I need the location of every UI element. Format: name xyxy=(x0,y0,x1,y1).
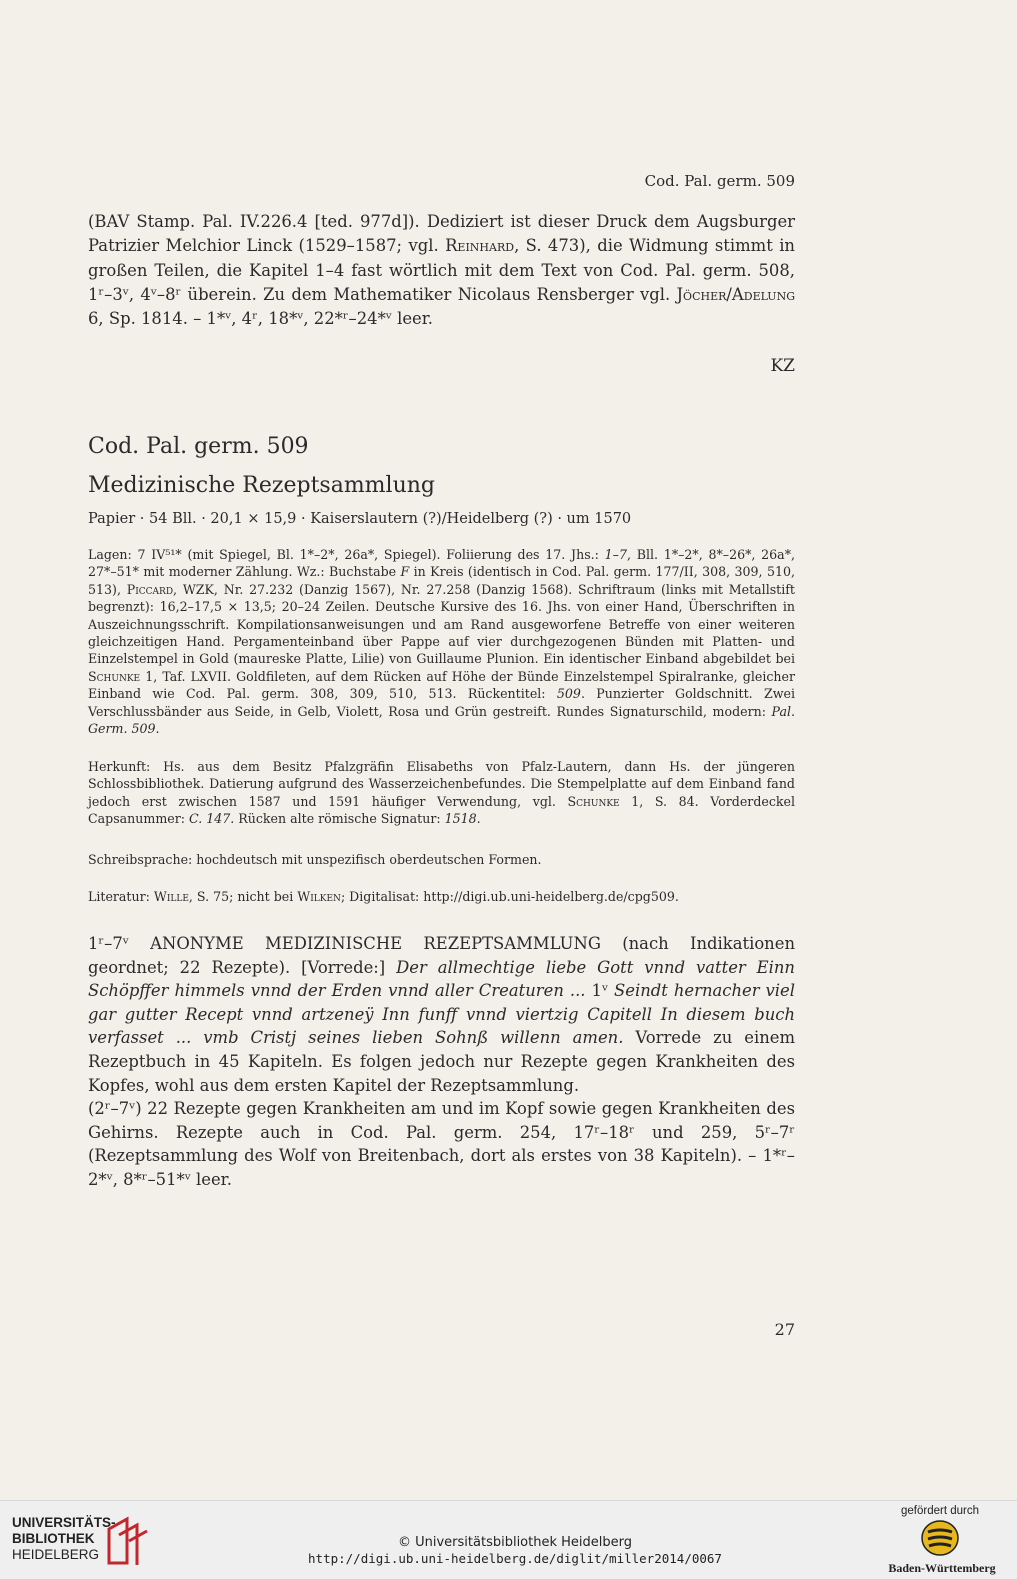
citation-joecher-adelung: Jöcher/Adelung xyxy=(676,284,795,304)
author-initials: KZ xyxy=(770,356,795,376)
copyright-notice: © Universitätsbibliothek Heidelberg xyxy=(397,1535,632,1550)
state-crest-icon[interactable] xyxy=(920,1519,960,1557)
content-paragraph-2: (2ʳ–7ᵛ) 22 Rezepte gegen Krankheiten am und im Kopf sowie gegen Krankheiten des Gehirns. Rezepte auch in Cod. Pal. germ. 254, 17ʳ–18ʳ und 259, 5ʳ–7ʳ (Rezeptsammlung des Wolf von Breitenbach, dort als erstes von 38 Kapiteln). – 1*ʳ–2*ᵛ, 8*ʳ–51*ᵛ leer. xyxy=(88,1099,795,1189)
library-logo-icon[interactable] xyxy=(105,1515,149,1567)
citation-wilken: Wilken xyxy=(297,889,341,904)
entry-title: Medizinische Rezeptsammlung xyxy=(88,473,435,498)
content-paragraph-1: 1ʳ–7ᵛ ANONYME MEDIZINISCHE REZEPTSAMMLUNG (nach Indikationen geordnet; 22 Rezepte). [Vorrede:] Der allmechtige liebe Gott vnnd vatter Einn Schöpffer himmels vnnd der Erden vnnd aller Creaturen ... 1ᵛ Seindt hernacher viel gar gutter Recept vnnd artzeneÿ Inn funff vnnd viertzig Capitell In diesem buch verfasset ... vmb Cristj seines lieben Sohnß willenn amen. Vorrede zu einem Rezeptbuch in 45 Kapiteln. Es folgen jedoch nur Rezepte gegen Krankheiten des Kopfes, wohl aus dem ersten Kapitel der Rezeptsammlung. xyxy=(88,934,796,1095)
permalink-url[interactable]: http://digi.ub.uni-heidelberg.de/diglit/miller2014/0067 xyxy=(308,1551,722,1566)
schreibsprache-paragraph: Schreibsprache: hochdeutsch mit unspezifisch oberdeutschen Formen. xyxy=(88,852,542,867)
lagen-paragraph: Lagen: 7 IV⁵¹* (mit Spiegel, Bl. 1*–2*, 26a*, Spiegel). Foliierung des 17. Jhs.: 1–7, Bll. 1*–2*, 8*–26*, 26a*, 27*–51* mit moderner Zählung. Wz.: Buchstabe F in Kreis (identisch in Cod. Pal. germ. 177/II, 308, 309, 510, 513), Piccard, WZK, Nr. 27.232 (Danzig 1567), Nr. 27.258 (Danzig 1568). Schriftraum (links mit Metallstift begrenzt): 16,2–17,5 × 13,5; 20–24 Zeilen. Deutsche Kursive des 16. Jhs. von einer Hand, Überschriften in Auszeichnungsschrift. Kompilationsanweisungen und am Rand ausgeworfene Betreffe von einer weiteren gleichzeitigen Hand. Pergamenteinband über Pappe auf vier durchgezogenen Bünden mit Platten- und Einzelstempel in Gold (maureske Platte, Lilie) von Guillaume Plunion. Ein identischer Einband abgebildet bei Schunke 1, Taf. LXVII. Goldfileten, auf dem Rücken auf Höhe der Bünde Einzelstempel Spiralranke, gleicher Einband wie Cod. Pal. germ. 308, 309, 510, 513. Rückentitel: 509. Punzierter Goldschnitt. Zwei Verschlussbänder aus Seide, in Gelb, Violett, Rosa und Grün gestreift. Rundes Signaturschild, modern: Pal. Germ. 509. xyxy=(88,547,795,737)
previous-entry-text: (BAV Stamp. Pal. IV.226.4 [ted. 977d]). Dediziert ist dieser Druck dem Augsburger Patrizier Melchior Linck (1529–1587; vgl. Reinhard, S. 473), die Widmung stimmt in großen Teilen, die Kapitel 1–4 fast wörtlich mit dem Text von Cod. Pal. germ. 508, 1ʳ–3ᵛ, 4ᵛ–8ʳ überein. Zu dem Mathematiker Nicolaus Rensberger vgl. Jöcher/Adelung 6, Sp. 1814. – 1*ᵛ, 4ʳ, 18*ᵛ, 22*ʳ–24*ᵛ leer. xyxy=(88,212,795,329)
herkunft-paragraph: Herkunft: Hs. aus dem Besitz Pfalzgräfin Elisabeths von Pfalz-Lautern, dann Hs. der jüngeren Schlossbibliothek. Datierung aufgrund des Wasserzeichenbefundes. Die Stempelplatte auf dem Einband fand jedoch erst zwischen 1587 und 1591 häufiger Verwendung, vgl. Schunke 1, S. 84. Vorderdeckel Capsanummer: C. 147. Rücken alte römische Signatur: 1518. xyxy=(88,759,795,827)
entry-physical-description: Papier · 54 Bll. · 20,1 × 15,9 · Kaiserslautern (?)/Heidelberg (?) · um 1570 xyxy=(88,511,632,527)
running-head: Cod. Pal. germ. 509 xyxy=(644,172,795,190)
page-number: 27 xyxy=(774,1320,795,1339)
citation-piccard: Piccard xyxy=(126,581,174,597)
library-logo-text[interactable]: UNIVERSITÄTS- BIBLIOTHEK HEIDELBERG xyxy=(12,1515,116,1562)
citation-schunke: Schunke xyxy=(88,668,141,684)
content-description xyxy=(88,932,795,1192)
entry-shelfmark: Cod. Pal. germ. 509 xyxy=(88,434,309,459)
literatur-paragraph: Literatur: Wille, S. 75; nicht bei Wilken; Digitalisat: http://digi.ub.uni-heidelberg.de/cpg509. xyxy=(88,889,679,904)
citation-reinhard: Reinhard xyxy=(445,236,515,256)
state-name: Baden-Württemberg xyxy=(888,1561,996,1575)
citation-wille: Wille xyxy=(153,889,189,904)
citation-schunke: Schunke xyxy=(567,793,620,809)
funded-by-label: gefördert durch xyxy=(901,1505,979,1517)
